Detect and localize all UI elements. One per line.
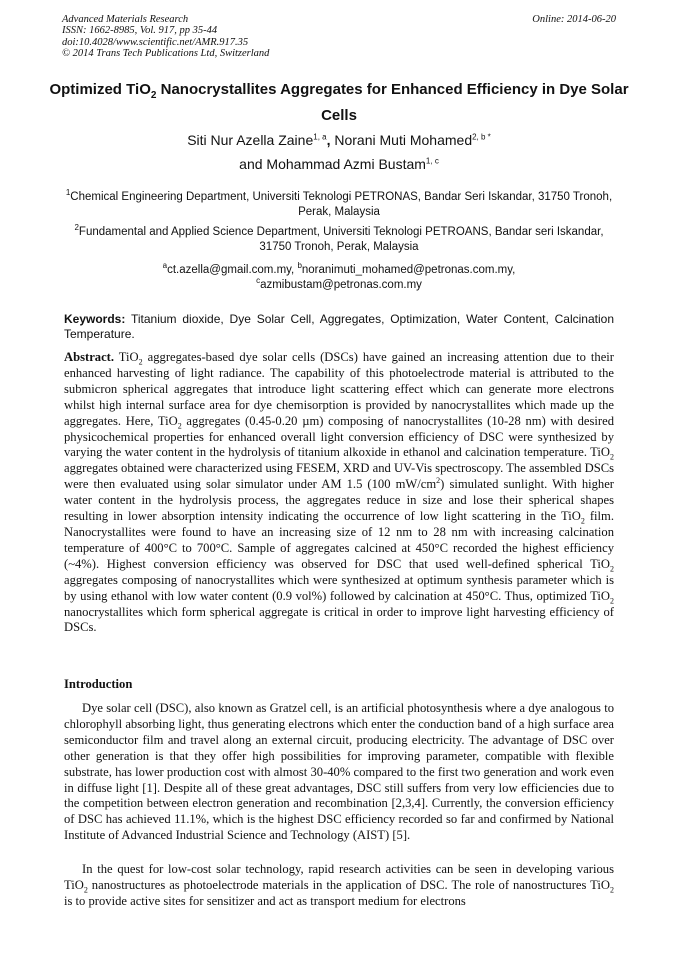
email-link[interactable]: ct.azella@gmail.com.my, [167, 264, 298, 276]
introduction-paragraph-2: In the quest for low-cost solar technology, rapid research activities can be seen in developing various TiO$_2$ nanostructures as photoelectrode materials in the application of DSC. The role of nanostructures TiO$_2$ is to provide active sites for sensitizer and act as transport medium for electrons [64, 862, 614, 908]
abstract: Abstract. TiO$_2$ aggregates-based dye solar cells (DSCs) have gained an increasing attention due to their enhanced harvesting of light radiance. The capability of this photoelectrode material is attributed to the submicron spherical aggregates that introduce light scattering effect which can generate more electrons whilst high internal surface area for dye chemisorption is provided by nanocrystallites which made up the aggregates. Here, TiO$_2$ aggregates (0.45-0.20 µm) composing of nanocrystallites (10-28 nm) with desired physicochemical properties for enhanced overall light conversion efficiency of DSC were synthesized by varying the water content in the hydrolysis of titanium alkoxide in ethanol and calcination temperature. TiO$_2$ aggregates obtained were characterized using FESEM, XRD and UV-Vis spectroscopy. The assembled DSCs were then evaluated using solar simulator under AM 1.5 (100 $mW/cm^2$) simulated sunlight. With higher water content in the hydrolysis process, the aggregates reduce in size and lose their spherical shapes resulting in lower absorption intensity indicating the occurrence of low light scattering in the TiO$_2$ film. Nanocrystallites were found to have an increasing size of 12 nm to 28 nm with increasing calcination temperature of 400°C to 700°C. Sample of aggregates calcined at 450°C recorded the highest efficiency (~4%). Highest conversion efficiency was observed for DSC that used well-defined spherical TiO$_2$ aggregates composing of nanocrystallites which were synthesized at optimum synthesis parameter which is by using ethanol with low water content (0.9 vol%) followed by calcination at 450°C. Thus, optimized TiO$_2$ nanocrystallites which form spherical aggregate is critical in order to improve light harvesting efficiency of DSCs. [64, 350, 615, 635]
email-link[interactable]: noranimuti_mohamed@petronas.com.my, [301, 264, 516, 276]
issn: ISSN: 1662-8985, Vol. 917, pp 35-44 [62, 25, 218, 37]
author-name: Siti Nur Azella Zaine [187, 132, 314, 148]
paper-title: Optimized TiO$_2$ Nanocrystallites Aggregates for Enhanced Efficiency in Dye Solar Cells [49, 81, 629, 124]
introduction-paragraph-1: Dye solar cell (DSC), also known as Gratzel cell, is an artificial photosynthesis where a dye analogous to chlorophyll absorbing light, thus generating electrons which enter the conduction band of a high surface area semiconductor film and travel along an external circuit, producing electricity. The advantage of DSC over other generation is that they offer high possibilities for improving parameter, compatible with flexible substrate, has lower production cost with almost 30-40% compared to the first two generation and work even in diffuse light [1]. Despite all of these great advantages, DSC still suffers from very low efficiencies due to the competition between electron generation and recombination [2,3,4]. Currently, the conversion efficiency of DSC has achieved 11.1%, which is the highest DSC efficiency recorded so far and confirmed by National Institute of Advanced Industrial Science and Technology (AIST) [5]. [64, 701, 614, 843]
author-emails: $^a$ct.azella@gmail.com.my, $^b$noranimuti_mohamed@petronas.com.my, $^c$azmibustam@petronas.com.my [162, 261, 516, 291]
affiliation-2: $^2$Fundamental and Applied Science Department, Universiti Teknologi PETROANS, Bandar seri Iskandar, 31750 Tronoh, Perak, Malaysia [74, 223, 604, 253]
affiliation-1: $^1$Chemical Engineering Department, Universiti Teknologi PETRONAS, Bandar Seri Iskandar, 31750 Tronoh, Perak, Malaysia [65, 188, 613, 218]
section-heading-introduction: Introduction [64, 677, 133, 691]
doi: doi:10.4028/www.scientific.net/AMR.917.35 [62, 36, 249, 48]
journal-name: Advanced Materials Research [62, 14, 189, 25]
copyright: © 2014 Trans Tech Publications Ltd, Switzerland [62, 48, 270, 60]
keywords-label: Keywords: [64, 312, 126, 326]
author-name: Mohammad Azmi Bustam [266, 156, 426, 172]
author-list: Siti Nur Azella Zaine$^{1, a}$, Norani Muti Mohamed$^{2, b *}$ and Mohammad Azmi Bustam$^{1, c}$ [187, 132, 491, 172]
author-name: Norani Muti Mohamed [334, 132, 473, 148]
email-link[interactable]: azmibustam@petronas.com.my [260, 279, 422, 291]
abstract-label: Abstract. [64, 350, 115, 364]
keywords: Keywords: Titanium dioxide, Dye Solar Cell, Aggregates, Optimization, Water Content, Calcination Temperature. [64, 312, 614, 341]
journal-header [62, 14, 269, 60]
online-date: Online: 2014-06-20 [532, 14, 616, 25]
